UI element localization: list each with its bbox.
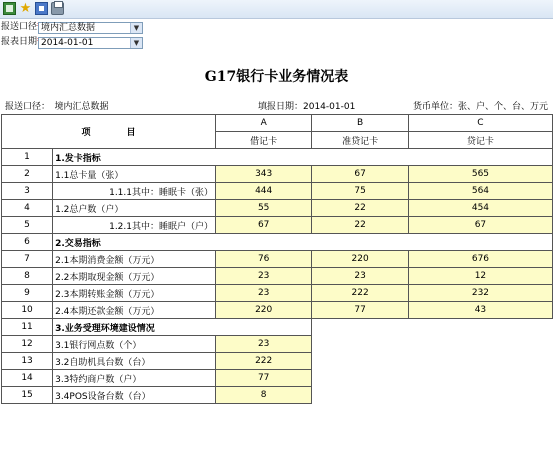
report-caliber: 报送口径： 境内汇总数据: [5, 102, 109, 112]
value-cell[interactable]: 454: [408, 200, 552, 217]
table-row: [2, 302, 553, 319]
value-cell[interactable]: 222: [312, 285, 409, 302]
section-header: 2.交易指标: [53, 234, 553, 251]
value-cell[interactable]: 23: [216, 268, 312, 285]
caliber-select[interactable]: 境内汇总数据 ▼: [38, 22, 143, 34]
table-row: [2, 387, 553, 404]
table-row: [2, 336, 553, 353]
value-cell[interactable]: 220: [216, 302, 312, 319]
date-select[interactable]: 2014-01-01 ▼: [38, 37, 143, 49]
table-row: [2, 353, 553, 370]
row-number: 6: [2, 234, 53, 251]
row-number: 2: [2, 166, 53, 183]
print-icon[interactable]: [51, 2, 64, 15]
row-number: 10: [2, 302, 53, 319]
value-cell[interactable]: 43: [408, 302, 552, 319]
row-number: 15: [2, 387, 53, 404]
row-label: 3.1银行网点数（个）: [53, 336, 216, 353]
row-number: 1: [2, 149, 53, 166]
column-code: C: [408, 115, 552, 132]
row-label: 3.2自助机具台数（台）: [53, 353, 216, 370]
value-cell[interactable]: 12: [408, 268, 552, 285]
toolbar: [0, 0, 553, 19]
table-row: [2, 149, 553, 166]
value-cell[interactable]: 8: [216, 387, 312, 404]
value-cell[interactable]: 23: [216, 336, 312, 353]
report-table: [1, 114, 553, 404]
row-number: 9: [2, 285, 53, 302]
value-cell[interactable]: 77: [312, 302, 409, 319]
star-icon[interactable]: ★: [19, 1, 32, 16]
row-number: 7: [2, 251, 53, 268]
row-label: 2.2本期取现金额（万元）: [53, 268, 216, 285]
caliber-param: [1, 21, 42, 34]
row-number: 8: [2, 268, 53, 285]
value-cell[interactable]: 22: [312, 200, 409, 217]
row-number: 12: [2, 336, 53, 353]
row-number: 14: [2, 370, 53, 387]
report-currency: 货币单位：张、户、个、台、万元: [413, 102, 549, 112]
row-label: 3.3特约商户数（户）: [53, 370, 216, 387]
export-icon[interactable]: [35, 2, 48, 15]
row-label: 3.4POS设备台数（台）: [53, 387, 216, 404]
table-row: [2, 183, 553, 200]
value-cell[interactable]: 67: [408, 217, 552, 234]
item-header: 项 目: [2, 115, 216, 149]
row-number: 3: [2, 183, 53, 200]
chevron-down-icon[interactable]: ▼: [130, 23, 142, 33]
row-number: 4: [2, 200, 53, 217]
save-icon[interactable]: [3, 2, 16, 15]
row-label: 2.4本期还款金额（万元）: [53, 302, 216, 319]
table-row: [2, 217, 553, 234]
table-row: [2, 200, 553, 217]
row-label: 2.1本期消费金额（万元）: [53, 251, 216, 268]
value-cell[interactable]: 444: [216, 183, 312, 200]
column-name: 借记卡: [216, 132, 312, 149]
value-cell[interactable]: 77: [216, 370, 312, 387]
report-fill-date: 填报日期：2014-01-01: [258, 102, 356, 112]
value-cell[interactable]: 565: [408, 166, 552, 183]
section-header: 3.业务受理环境建设情况: [53, 319, 312, 336]
row-number: 11: [2, 319, 53, 336]
value-cell[interactable]: 22: [312, 217, 409, 234]
caliber-label: 报送口径: [1, 22, 38, 32]
value-cell[interactable]: 232: [408, 285, 552, 302]
row-label: 1.1.1其中：睡眠卡（张）: [53, 183, 216, 200]
row-label: 1.2.1其中：睡眠户（户）: [53, 217, 216, 234]
column-name: 准贷记卡: [312, 132, 409, 149]
column-code: A: [216, 115, 312, 132]
table-row: [2, 285, 553, 302]
date-param: [1, 36, 42, 49]
row-label: 1.1总卡量（张）: [53, 166, 216, 183]
table-row: [2, 319, 553, 336]
column-code: B: [312, 115, 409, 132]
report-title: G17银行卡业务情况表: [204, 69, 349, 85]
value-cell[interactable]: 76: [216, 251, 312, 268]
column-name: 贷记卡: [408, 132, 552, 149]
row-number: 5: [2, 217, 53, 234]
value-cell[interactable]: 564: [408, 183, 552, 200]
value-cell[interactable]: 67: [216, 217, 312, 234]
chevron-down-icon[interactable]: ▼: [130, 38, 142, 48]
value-cell[interactable]: 222: [216, 353, 312, 370]
value-cell[interactable]: 676: [408, 251, 552, 268]
value-cell[interactable]: 55: [216, 200, 312, 217]
row-label: 1.2总户数（户）: [53, 200, 216, 217]
table-row: [2, 166, 553, 183]
table-row: [2, 251, 553, 268]
row-number: 13: [2, 353, 53, 370]
value-cell[interactable]: 343: [216, 166, 312, 183]
value-cell[interactable]: 220: [312, 251, 409, 268]
row-label: 2.3本期转账金额（万元）: [53, 285, 216, 302]
value-cell[interactable]: 23: [216, 285, 312, 302]
date-label: 报表日期: [1, 37, 38, 47]
table-row: [2, 268, 553, 285]
value-cell[interactable]: 67: [312, 166, 409, 183]
section-header: 1.发卡指标: [53, 149, 553, 166]
table-row: [2, 234, 553, 251]
value-cell[interactable]: 23: [312, 268, 409, 285]
table-row: [2, 370, 553, 387]
value-cell[interactable]: 75: [312, 183, 409, 200]
